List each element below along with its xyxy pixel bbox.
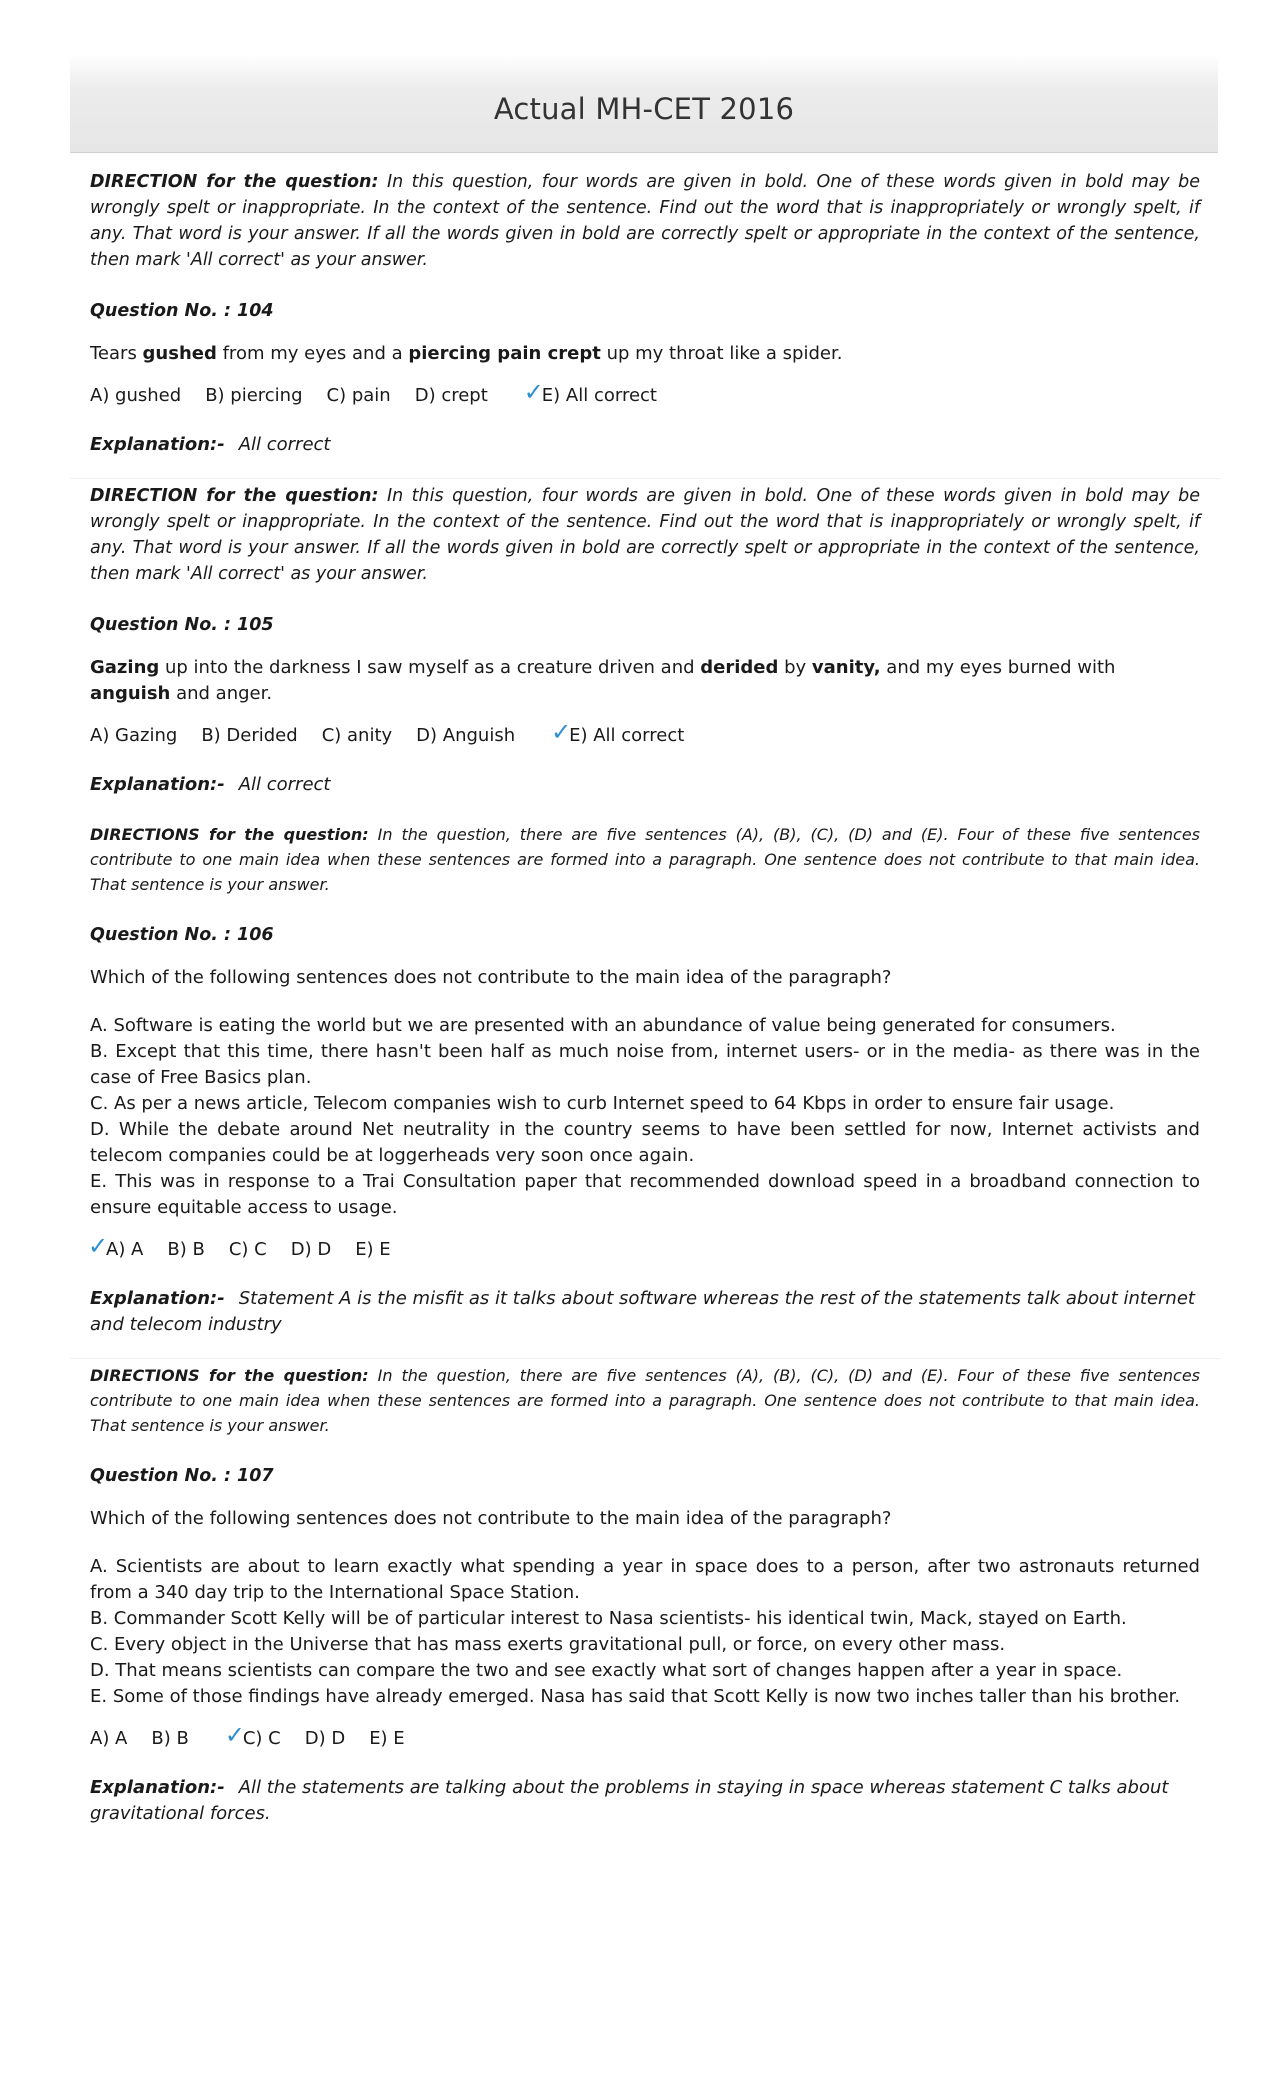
option-c-correct[interactable]: ✓ C) C	[224, 1721, 281, 1749]
direction-text: DIRECTION for the question: In this question, four words are given in bold. One of these words given in bold may be wrongly spelt or inappropriate. In the context of the sentence. Find out the word that is inappropriately or wrongly spelt, if any. That word is your answer. If all the words given in bold are correctly spelt or appropriate in the context of the sentence, then mark 'All correct' as your answer.	[90, 172, 1200, 270]
check-icon: ✓	[523, 378, 544, 406]
divider	[70, 478, 1220, 479]
statement: A. Software is eating the world but we are presented with an abundance of value being generated for consumers.	[90, 1015, 1116, 1036]
statement: D. While the debate around Net neutrality in the country seems to have been settled for now, Internet activists and telecom companies could be at loggerheads very soon once again.	[90, 1119, 1200, 1166]
question-list	[90, 165, 1200, 1827]
option-c[interactable]: C) pain	[326, 385, 391, 406]
question-stem: Tears gushed from my eyes and a piercing pain crept up my throat like a spider.	[90, 343, 843, 364]
option-e[interactable]: E) E	[355, 1239, 391, 1260]
option-a[interactable]: A) gushed	[90, 385, 182, 406]
question-107	[90, 1363, 1200, 1827]
option-a[interactable]: A) A	[90, 1728, 128, 1749]
page-title: Actual MH-CET 2016	[493, 92, 795, 126]
option-e[interactable]: E) E	[369, 1728, 405, 1749]
statement: A. Scientists are about to learn exactly what spending a year in space does to a person, after two astronauts returned from a 340 day trip to the International Space Station.	[90, 1556, 1200, 1603]
statement: B. Commander Scott Kelly will be of particular interest to Nasa scientists- his identical twin, Mack, stayed on Earth.	[90, 1608, 1127, 1629]
option-d[interactable]: D) crept	[414, 385, 488, 406]
options	[90, 1721, 1200, 1749]
statement: D. That means scientists can compare the two and see exactly what sort of changes happen after a year in space.	[90, 1660, 1123, 1681]
question-104	[90, 169, 1200, 458]
question-number: Question No. : 105	[90, 615, 274, 635]
direction-text: DIRECTIONS for the question: In the question, there are five sentences (A), (B), (C), (D) and (E). Four of these five sentences contribute to one main idea when these sentences are formed into a paragraph. One sentence does not contribute to that main idea. That sentence is your answer.	[90, 1366, 1201, 1435]
divider	[70, 1358, 1220, 1359]
question-number: Question No. : 106	[90, 925, 274, 945]
option-c[interactable]: C) anity	[321, 725, 393, 746]
explanation: Explanation:- All correct	[90, 774, 331, 795]
option-a[interactable]: A) Gazing	[90, 725, 178, 746]
option-a-correct[interactable]: ✓ A) A	[88, 1232, 144, 1260]
question-stem: Which of the following sentences does not contribute to the main idea of the paragraph?	[90, 967, 892, 988]
statement-list	[90, 1554, 1200, 1710]
options	[90, 718, 1200, 746]
option-c[interactable]: C) C	[228, 1239, 267, 1260]
page-header	[70, 55, 1218, 153]
option-b[interactable]: B) B	[167, 1239, 205, 1260]
explanation: Explanation:- Statement A is the misfit as it talks about software whereas the rest of the statements talk about internet and telecom industry	[90, 1288, 1195, 1335]
options	[88, 1232, 1200, 1260]
option-b[interactable]: B) B	[151, 1728, 189, 1749]
check-icon: ✓	[224, 1721, 245, 1749]
options	[90, 378, 1200, 406]
question-106	[90, 822, 1200, 1338]
option-d[interactable]: D) Anguish	[416, 725, 516, 746]
question-number: Question No. : 107	[90, 1466, 274, 1486]
statement: B. Except that this time, there hasn't been half as much noise from, internet users- or in the media- as there was in the case of Free Basics plan.	[90, 1041, 1200, 1088]
direction-text: DIRECTION for the question: In this question, four words are given in bold. One of these words given in bold may be wrongly spelt or inappropriate. In the context of the sentence. Find out the word that is inappropriately or wrongly spelt, if any. That word is your answer. If all the words given in bold are correctly spelt or appropriate in the context of the sentence, then mark 'All correct' as your answer.	[90, 486, 1200, 584]
statement: C. As per a news article, Telecom companies wish to curb Internet speed to 64 Kbps in order to ensure fair usage.	[90, 1093, 1115, 1114]
check-icon: ✓	[551, 718, 572, 746]
explanation: Explanation:- All correct	[90, 434, 331, 455]
explanation: Explanation:- All the statements are talking about the problems in staying in space whereas statement C talks about gravitational forces.	[90, 1777, 1169, 1824]
option-b[interactable]: B) Derided	[201, 725, 298, 746]
direction-text: DIRECTIONS for the question: In the question, there are five sentences (A), (B), (C), (D) and (E). Four of these five sentences contribute to one main idea when these sentences are formed into a paragraph. One sentence does not contribute to that main idea. That sentence is your answer.	[90, 825, 1201, 894]
question-number: Question No. : 104	[90, 301, 274, 321]
statement-list	[90, 1013, 1200, 1221]
option-b[interactable]: B) piercing	[205, 385, 303, 406]
option-d[interactable]: D) D	[304, 1728, 346, 1749]
option-d[interactable]: D) D	[290, 1239, 332, 1260]
check-icon: ✓	[88, 1232, 109, 1260]
statement: E. This was in response to a Trai Consultation paper that recommended download speed in a broadband connection to ensure equitable access to usage.	[90, 1171, 1200, 1218]
question-stem: Which of the following sentences does not contribute to the main idea of the paragraph?	[90, 1508, 892, 1529]
question-105	[90, 483, 1200, 798]
statement: E. Some of those findings have already emerged. Nasa has said that Scott Kelly is now two inches taller than his brother.	[90, 1686, 1181, 1707]
statement: C. Every object in the Universe that has mass exerts gravitational pull, or force, on every other mass.	[90, 1634, 1006, 1655]
question-stem: Gazing up into the darkness I saw myself as a creature driven and derided by vanity, and my eyes burned with anguish and anger.	[90, 657, 1116, 704]
option-e-correct[interactable]: ✓ E) All correct	[523, 378, 657, 406]
option-e-correct[interactable]: ✓ E) All correct	[551, 718, 685, 746]
